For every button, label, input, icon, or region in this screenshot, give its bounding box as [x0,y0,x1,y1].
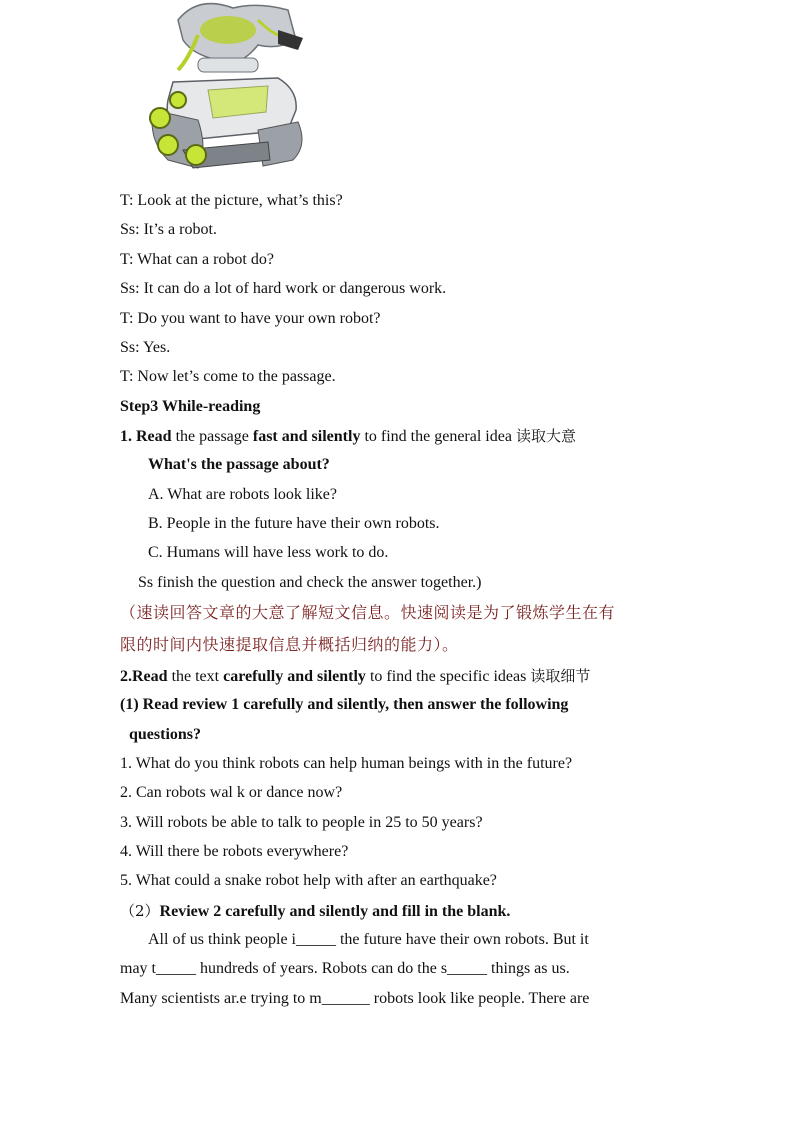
chinese-note-line-1: （速读回答文章的大意了解短文信息。快速阅读是为了锻炼学生在有 [120,603,616,622]
step3-heading: Step3 While-reading [120,398,261,415]
option-a: A. What are robots look like? [148,486,337,503]
option-b: B. People in the future have their own robots. [148,515,440,532]
review1-heading-line-1: (1) Read review 1 carefully and silently, then answer the following [120,696,569,713]
dialogue-line-2: Ss: It’s a robot. [120,221,217,238]
task1-note: Ss finish the question and check the answer together.) [138,574,482,591]
passage-line-2: may t_____ hundreds of years. Robots can do the s_____ things as us. [120,960,570,977]
dialogue-line-6: Ss: Yes. [120,339,171,356]
task1-question: What's the passage about? [148,456,330,473]
dialogue-line-3: T: What can a robot do? [120,251,274,268]
dialogue-line-7: T: Now let’s come to the passage. [120,368,336,385]
question-2: 2. Can robots wal k or dance now? [120,784,343,801]
robot-image [138,0,308,170]
chinese-note-line-2: 限的时间内快速提取信息并概括归纳的能力）。 [120,635,459,654]
question-4: 4. Will there be robots everywhere? [120,843,349,860]
dialogue-line-1: T: Look at the picture, what’s this? [120,192,343,209]
review1-heading-line-2: questions? [129,726,202,743]
question-5: 5. What could a snake robot help with after an earthquake? [120,872,497,889]
review2-heading: （2）Review 2 carefully and silently and fill in the blank. [120,902,511,920]
question-3: 3. Will robots be able to talk to people in 25 to 50 years? [120,814,483,831]
passage-line-1: All of us think people i_____ the future have their own robots. But it [148,931,589,948]
question-1: 1. What do you think robots can help human beings with in the future? [120,755,573,772]
dialogue-line-5: T: Do you want to have your own robot? [120,310,381,327]
passage-line-3: Many scientists ar.e trying to m______ robots look like people. There are [120,990,590,1007]
task1-instruction: 1. Read the passage fast and silently to find the general idea 读取大意 [120,427,576,445]
dialogue-line-4: Ss: It can do a lot of hard work or dangerous work. [120,280,447,297]
option-c: C. Humans will have less work to do. [148,544,389,561]
task2-instruction: 2.Read the text carefully and silently to find the specific ideas 读取细节 [120,667,591,685]
